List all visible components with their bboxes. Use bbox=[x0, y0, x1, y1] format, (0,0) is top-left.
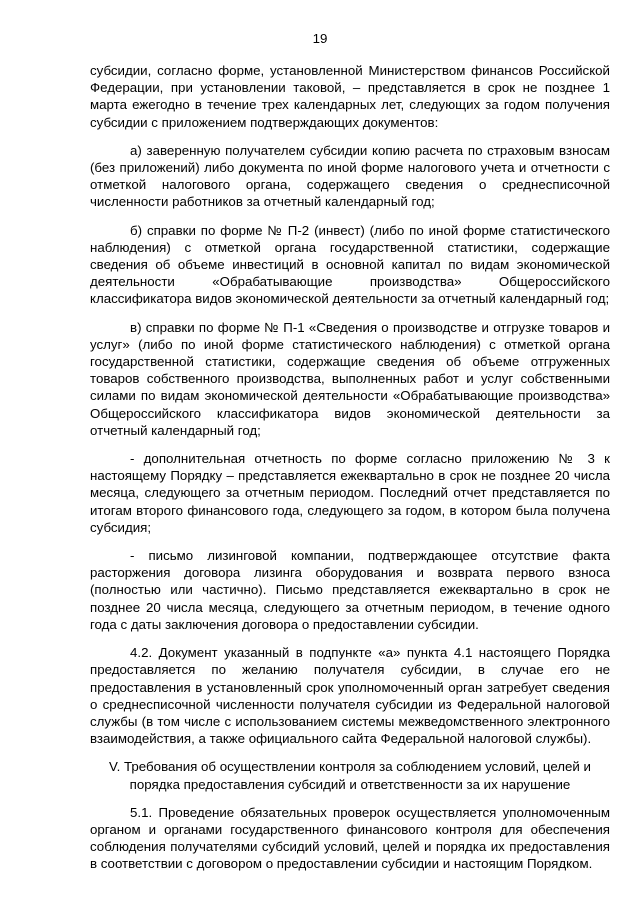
page-number: 19 bbox=[312, 31, 328, 46]
paragraph-continuation: субсидии, согласно форме, установленной Министерством финансов Российской Федерации, при установлении таковой, – представляется в срок не позднее 1 марта ежегодно в течение трех календарных лет, следующих за годом получения субсидии с приложением подтверждающих документов: bbox=[90, 63, 610, 130]
paragraph-additional-reporting: - дополнительная отчетность по форме согласно приложению № 3 к настоящему Порядку – представляется ежеквартально в срок не позднее 20 числа месяца, следующего за отчетным периодом. Последний отчет представляется по итогам второго финансового года, следующего за годом, в котором была получена субсидия; bbox=[90, 451, 610, 535]
paragraph-item-b: б) справки по форме № П-2 (инвест) (либо по иной форме статистического наблюдения) с отметкой органа государственной статистики, содержащие сведения об объеме инвестиций в основной капитал по видам экономической деятельности «Обрабатывающие производства» Общероссийского классификатора видов экономической деятельности за отчетный календарный год; bbox=[90, 222, 610, 307]
paragraph-item-a: а) заверенную получателем субсидии копию расчета по страховым взносам (без приложений) либо документа по иной форме налогового учета и отчетности с отметкой налогового органа, содержащего сведения о среднесписочной численности работников за отчетный календарный год; bbox=[90, 142, 610, 210]
section-heading: V. Требования об осуществлении контроля за соблюдением условий, целей и порядка предоставления субсидий и ответственности за их нарушение bbox=[109, 759, 591, 792]
paragraph-4-2: 4.2. Документ указанный в подпункте «а» пункта 4.1 настоящего Порядка предоставляется по желанию получателя субсидии, в случае его не предоставления в установленный срок уполномоченный орган затребует сведения о среднесписочной численности получателя субсидии из Федеральной налоговой службы (в том числе с использованием системы межведомственного электронного взаимодействия, а также официального сайта Федеральной налоговой службы). bbox=[90, 645, 610, 747]
paragraph-item-v: в) справки по форме № П-1 «Сведения о производстве и отгрузке товаров и услуг» (либо по иной форме статистического наблюдения) с отметкой органа государственной статистики, содержащие сведения об объеме отгруженных товаров собственного производства, выполненных работ и услуг собственными силами по видам экономической деятельности «Обрабатывающие производства» Общероссийского классификатора видов экономической деятельности за отчетный календарный год; bbox=[90, 319, 610, 438]
paragraph-leasing-letter: - письмо лизинговой компании, подтверждающее отсутствие факта расторжения договора лизинга оборудования и возврата первого взноса (полностью или частично). Письмо представляется ежеквартально в срок не позднее 20 числа месяца, следующего за отчетным периодом, в течение одного года с даты заключения договора о предоставлении субсидии. bbox=[90, 548, 610, 632]
paragraph-5-1: 5.1. Проведение обязательных проверок осуществляется уполномоченным органом и органами государственного финансового контроля для обеспечения соблюдения получателями субсидий условий, целей и порядка их предоставления в соответствии с договором о предоставлении субсидии и настоящим Порядком. bbox=[90, 804, 610, 872]
document-body bbox=[90, 62, 610, 883]
